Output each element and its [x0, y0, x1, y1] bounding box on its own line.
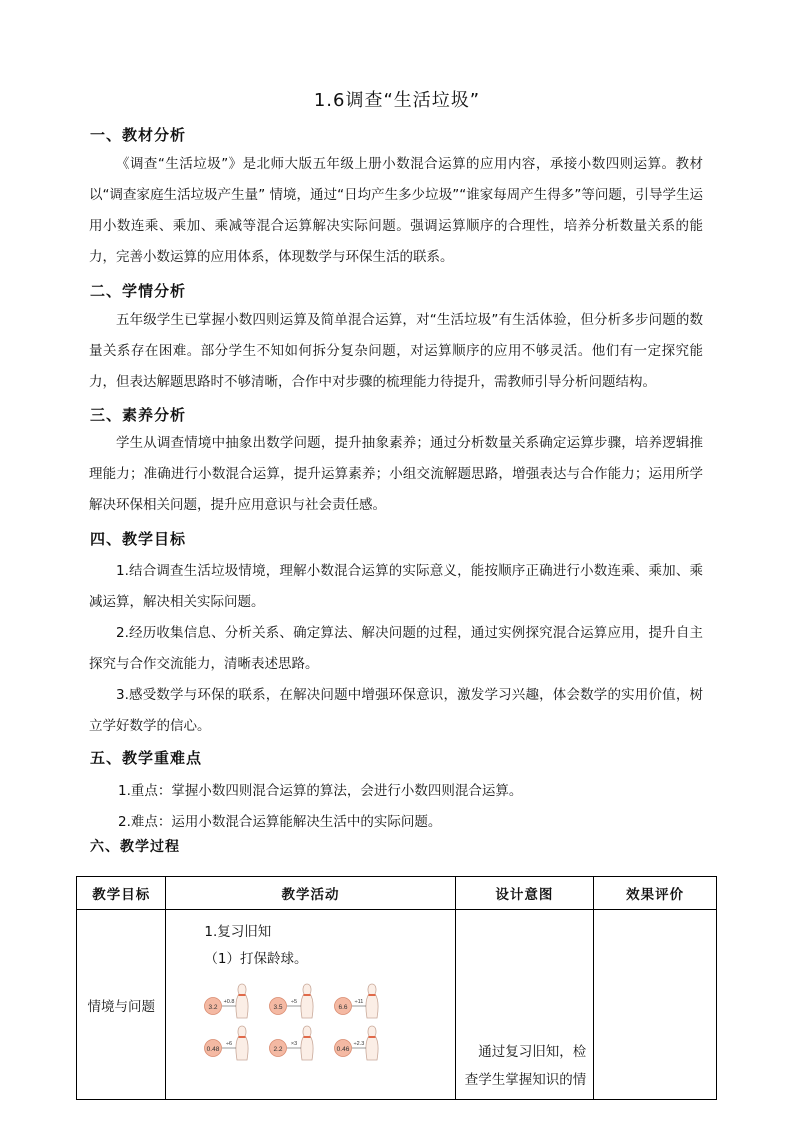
bowling-pin	[334, 982, 394, 1022]
pin-body	[236, 1026, 248, 1060]
bowling-pin	[204, 1024, 264, 1064]
pin-body	[301, 984, 313, 1018]
pin-number: 2.2	[273, 1046, 283, 1053]
pin-operation: ÷6	[226, 1041, 233, 1047]
section-heading-students: 二、学情分析	[90, 282, 187, 300]
pin-operation: ÷5	[291, 999, 298, 1005]
header-activity: 教学活动	[166, 877, 455, 910]
pin-operation: ÷11	[355, 999, 364, 1005]
header-evaluation: 效果评价	[594, 877, 717, 910]
section-heading-literacy: 三、素养分析	[90, 406, 187, 424]
pin-stripe	[304, 1036, 311, 1038]
activity-title: 1.复习旧知	[204, 924, 272, 940]
pin-body	[301, 1026, 313, 1060]
bowling-pin	[269, 1024, 329, 1064]
goal-item-1: 1.结合调查生活垃圾情境，理解小数混合运算的实际意义，能按顺序正确进行小数连乘、乘加、乘减运算，解决相关实际问题。	[89, 563, 703, 610]
goal-item-3: 3.感受数学与环保的联系，在解决问题中增强环保意识，激发学习兴趣，体会数学的实用价值，树立学好数学的信心。	[89, 687, 703, 734]
bowling-pins	[204, 982, 434, 1092]
difficult-point: 2.难点：运用小数混合运算能解决生活中的实际问题。	[118, 814, 442, 830]
section-heading-materials: 一、教材分析	[90, 126, 187, 144]
pin-stripe	[304, 994, 311, 996]
pin-body	[366, 984, 378, 1018]
cell-evaluation	[594, 910, 717, 1100]
page-title: 1.6调查“生活垃圾”	[313, 90, 481, 111]
cell-design	[455, 910, 594, 1100]
pin-operation: ÷2.3	[354, 1041, 365, 1047]
cell-goal: 情境与问题	[77, 910, 166, 1100]
bowling-pin	[334, 1024, 394, 1064]
pin-body	[236, 984, 248, 1018]
section-heading-keypoints: 五、教学重难点	[90, 749, 203, 767]
pin-body	[366, 1026, 378, 1060]
goal-item-2: 2.经历收集信息、分析关系、确定算法、解决问题的过程，通过实例探究混合运算应用，提升自主探究与合作交流能力，清晰表述思路。	[89, 625, 703, 672]
header-design: 设计意图	[455, 877, 594, 910]
pin-stripe	[239, 1036, 246, 1038]
cell-activity	[166, 910, 455, 1100]
section-heading-process: 六、教学过程	[90, 839, 180, 855]
table-row	[77, 910, 717, 1100]
design-line-2: 查学生掌握知识的情	[464, 1072, 587, 1088]
key-point: 1.重点：掌握小数四则混合运算的算法，会进行小数四则混合运算。	[118, 783, 523, 799]
teaching-process-table	[76, 876, 717, 1100]
activity-subtitle: （1）打保龄球。	[204, 951, 308, 967]
section-text-students: 五年级学生已掌握小数四则运算及简单混合运算，对“生活垃圾”有生活体验，但分析多步问题的数量关系存在困难。部分学生不知如何拆分复杂问题，对运算顺序的应用不够灵活。他们有一定探究能力，但表达解题思路时不够清晰，合作中对步骤的梳理能力待提升，需教师引导分析问题结构。	[89, 312, 703, 390]
pin-stripe	[239, 994, 246, 996]
section-text-materials: 《调查“生活垃圾”》是北师大版五年级上册小数混合运算的应用内容，承接小数四则运算。教材以“调查家庭生活垃圾产生量” 情境，通过“日均产生多少垃圾”“谁家每周产生得多”等问题，引导学生运用小数连乘、乘加、乘减等混合运算解决实际问题。强调运算顺序的合理性，培养分析数量关系的能力，完善小数运算的应用体系，体现数学与环保生活的联系。	[89, 156, 703, 265]
bowling-pin	[269, 982, 329, 1022]
pin-number: 0.46	[337, 1046, 350, 1053]
bowling-pin	[204, 982, 264, 1022]
pin-stripe	[369, 1036, 376, 1038]
table-header-row	[77, 877, 717, 910]
header-goal: 教学目标	[77, 877, 166, 910]
section-text-literacy: 学生从调查情境中抽象出数学问题，提升抽象素养；通过分析数量关系确定运算步骤，培养逻辑推理能力；准确进行小数混合运算，提升运算素养；小组交流解题思路，增强表达与合作能力；运用所学解决环保相关问题，提升应用意识与社会责任感。	[89, 435, 703, 513]
pin-operation: +0.8	[223, 999, 235, 1005]
pin-number: 3.2	[208, 1004, 218, 1011]
pin-stripe	[369, 994, 376, 996]
section-heading-goals: 四、教学目标	[90, 530, 187, 548]
pin-number: 3.5	[273, 1004, 283, 1011]
design-line-1: 通过复习旧知，检	[478, 1044, 587, 1060]
pin-operation: ×3	[291, 1041, 298, 1047]
pin-number: 6.6	[338, 1004, 348, 1011]
pin-number: 0.48	[207, 1046, 220, 1053]
